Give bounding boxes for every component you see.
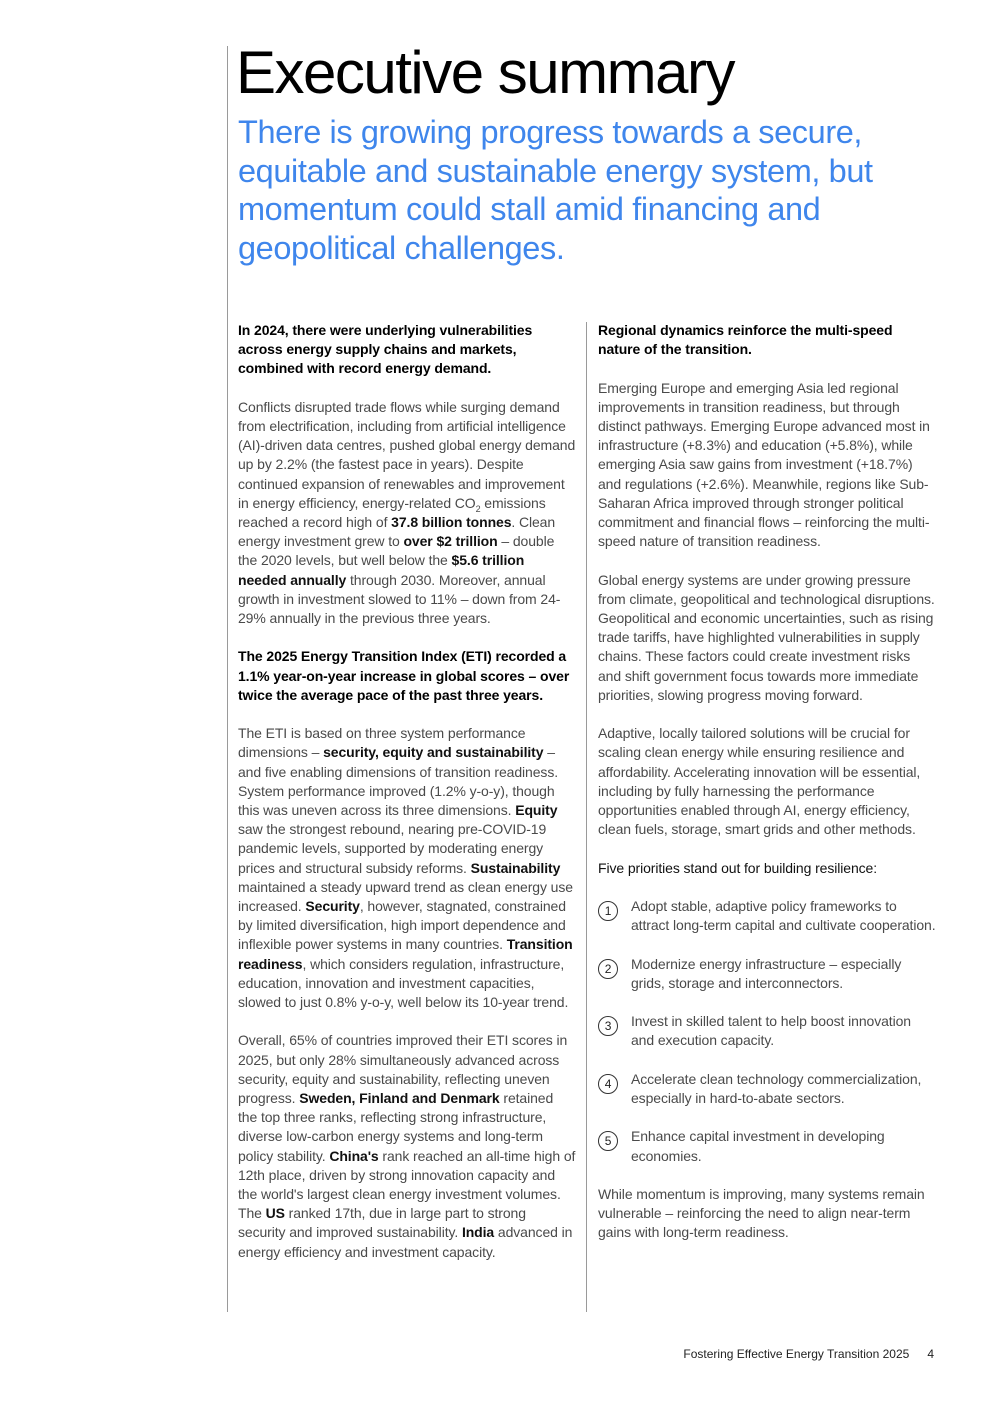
paragraph-country-rankings bbox=[238, 1031, 576, 1261]
text-run: rank reached an all-time high of 12th place, driven by strong innovation capacity and the world's largest clean energy investment volumes. The bbox=[238, 1147, 576, 1222]
emphasis: US bbox=[265, 1205, 285, 1222]
text-run: , which considers regulation, infrastructure, education, innovation and investment capacities, slowed to just 0.8% y-o-y, well below its 10-year trend. bbox=[238, 955, 569, 1011]
priority-text: Invest in skilled talent to help boost innovation and execution capacity. bbox=[631, 1013, 911, 1049]
priority-item bbox=[598, 1127, 936, 1165]
priority-number-badge: 1 bbox=[598, 901, 618, 921]
priority-item bbox=[598, 955, 936, 993]
priority-number-badge: 3 bbox=[598, 1016, 618, 1036]
emphasis: Equity bbox=[515, 802, 558, 819]
emphasis: over $2 trillion bbox=[403, 533, 498, 550]
subscript: 2 bbox=[475, 503, 481, 514]
priority-number-badge: 5 bbox=[598, 1131, 618, 1151]
emphasis: China's bbox=[329, 1147, 379, 1164]
text-run: Conflicts disrupted trade flows while surging demand from electrification, including from artificial intelligence (AI)-driven data centres, pushed global energy demand up by 2.2% (the fastest pace in years). Despite continued expansion of renewables and improvement in energy efficiency, energy-related CO bbox=[238, 398, 576, 511]
priority-text: Accelerate clean technology commercialization, especially in hard-to-abate sectors. bbox=[631, 1070, 922, 1106]
paragraph-eti-dimensions bbox=[238, 724, 576, 1012]
right-column bbox=[598, 321, 936, 1262]
priority-text: Enhance capital investment in developing economies. bbox=[631, 1128, 885, 1164]
publication-title: Fostering Effective Energy Transition 2025 bbox=[683, 1347, 910, 1361]
priorities-list bbox=[598, 897, 936, 1166]
text-run: emissions reached a record high of bbox=[238, 494, 546, 531]
column-divider bbox=[586, 322, 587, 1312]
priority-number-badge: 4 bbox=[598, 1074, 618, 1094]
priority-item bbox=[598, 1070, 936, 1108]
text-run: retained the top three ranks, reflecting strong infrastructure, diverse low-carbon energy systems and long-term policy stability. bbox=[238, 1090, 554, 1164]
text-run: Overall, 65% of countries improved their ETI scores in 2025, but only 28% simultaneously advanced across security, equity and sustainability, reflecting uneven progress. bbox=[238, 1032, 568, 1107]
emphasis: $5.6 trillion needed annually bbox=[238, 552, 525, 588]
emphasis: Sustainability bbox=[470, 859, 561, 876]
priorities-heading: Five priorities stand out for building resilience: bbox=[598, 859, 878, 876]
emphasis: India bbox=[461, 1224, 495, 1241]
page-subtitle: There is growing progress towards a secure, equitable and sustainable energy system, but momentum could stall amid financing and geopolitical challenges. bbox=[238, 114, 873, 266]
paragraph-regional-dynamics: Emerging Europe and emerging Asia led regional improvements in transition readiness, but through distinct pathways. Emerging Europe advanced most in infrastructure (+8.3%) and education (+5.8%), while emerging Asia saw gains from investment (+18.7%) and regulations (+2.6%). Meanwhile, regions like Sub-Saharan Africa improved through stronger political commitment and financial flows – reinforcing the multi-speed nature of transition readiness. bbox=[598, 379, 930, 550]
text-run: advanced in energy efficiency and investment capacity. bbox=[238, 1224, 573, 1260]
emphasis: Security bbox=[305, 898, 360, 915]
emphasis: 37.8 billion tonnes bbox=[391, 514, 512, 531]
paragraph-pressures: Global energy systems are under growing pressure from climate, geopolitical and technological disruptions. Geopolitical and economic uncertainties, such as rising trade tariffs, have highlighted vulnerabilities in supply chains. These factors could create investment risks and shift government focus towards more immediate priorities, slowing progress moving forward. bbox=[598, 571, 935, 703]
text-run: . Clean energy investment grew to bbox=[238, 514, 556, 550]
text-run: The ETI is based on three system performance dimensions – bbox=[238, 725, 526, 761]
emphasis: security, equity and sustainability bbox=[323, 744, 544, 761]
lead-heading-eti: The 2025 Energy Transition Index (ETI) recorded a 1.1% year-on-year increase in global scores – over twice the average pace of the past three years. bbox=[238, 648, 570, 703]
text-run: – and five enabling dimensions of transition readiness. System performance improved (1.2% y-o-y), though this was uneven across its three dimensions. bbox=[238, 744, 559, 819]
text-run: ranked 17th, due in large part to strong security and improved sustainability. bbox=[238, 1205, 526, 1241]
priority-text: Modernize energy infrastructure – especially grids, storage and interconnectors. bbox=[631, 955, 902, 991]
emphasis: Sweden, Finland and Denmark bbox=[299, 1090, 500, 1107]
lead-heading-regional: Regional dynamics reinforce the multi-speed nature of the transition. bbox=[598, 322, 893, 358]
priority-text: Adopt stable, adaptive policy frameworks to attract long-term capital and cultivate cooperation. bbox=[631, 898, 936, 934]
page-number: 4 bbox=[927, 1347, 934, 1361]
lead-heading-vulnerabilities: In 2024, there were underlying vulnerabilities across energy supply chains and markets, combined with record energy demand. bbox=[238, 322, 533, 377]
paragraph-solutions: Adaptive, locally tailored solutions will be crucial for scaling clean energy while ensuring resilience and affordability. Accelerating innovation will be essential, including by fully harnessing the performance opportunities enabled through AI, energy efficiency, clean fuels, storage, smart grids and other methods. bbox=[598, 725, 921, 838]
priority-item bbox=[598, 897, 936, 935]
priority-item bbox=[598, 1012, 936, 1050]
text-run: saw the strongest rebound, nearing pre-COVID-19 pandemic levels, supported by moderating energy prices and structural subsidy reforms. bbox=[238, 821, 547, 876]
page-footer bbox=[683, 1347, 934, 1361]
emphasis: Transition readiness bbox=[238, 936, 573, 972]
text-run: – double the 2020 levels, but well below the bbox=[238, 533, 555, 569]
paragraph-closing: While momentum is improving, many systems remain vulnerable – reinforcing the need to align near-term gains with long-term readiness. bbox=[598, 1185, 925, 1241]
priority-number-badge: 2 bbox=[598, 959, 618, 979]
page-title: Executive summary bbox=[236, 39, 734, 106]
left-margin-rule bbox=[227, 46, 228, 1312]
left-column bbox=[238, 321, 576, 1281]
text-run: , however, stagnated, constrained by limited diversification, high import dependence and inflexible power systems in many countries. bbox=[238, 898, 566, 953]
text-run: through 2030. Moreover, annual growth in investment slowed to 11% – down from 24-29% annually in the previous three years. bbox=[238, 571, 561, 627]
paragraph-energy-demand bbox=[238, 398, 576, 628]
text-run: maintained a steady upward trend as clean energy use increased. bbox=[238, 878, 573, 915]
